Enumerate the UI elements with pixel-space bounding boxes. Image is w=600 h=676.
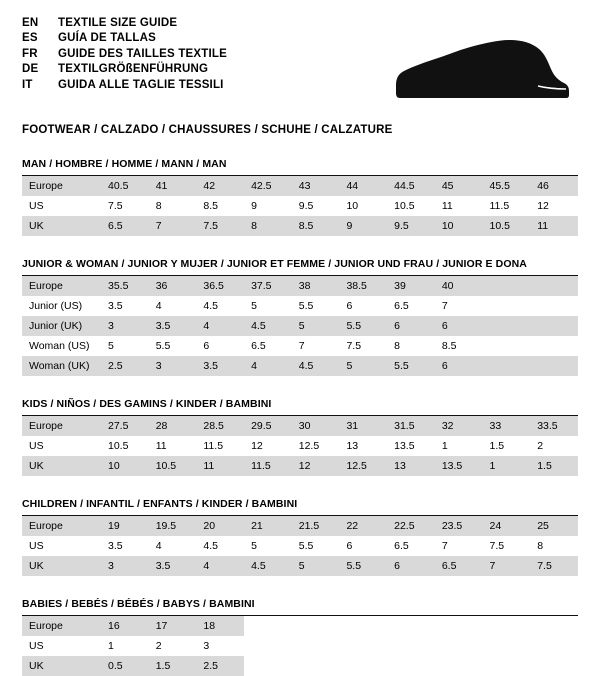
empty-cell xyxy=(244,636,292,656)
size-cell: 38 xyxy=(292,276,340,296)
size-cell: 12 xyxy=(251,439,263,452)
size-table xyxy=(22,276,578,376)
size-cell: 6 xyxy=(346,539,353,552)
size-cell: 38.5 xyxy=(339,276,387,296)
size-cell: 28.5 xyxy=(196,416,244,436)
empty-cell xyxy=(483,316,531,336)
size-table xyxy=(22,516,578,576)
size-cell: 5 xyxy=(292,556,340,576)
size-table xyxy=(22,616,578,676)
language-code: EN xyxy=(22,17,39,29)
size-cell: 18 xyxy=(196,616,244,636)
size-table xyxy=(22,176,578,236)
size-cell: 4.5 xyxy=(203,539,218,552)
size-cell: 10.5 xyxy=(108,439,129,452)
size-cell: 7.5 xyxy=(346,339,362,352)
row-label: Woman (US) xyxy=(29,339,90,352)
empty-cell xyxy=(292,636,340,656)
empty-cell xyxy=(483,636,531,656)
size-group-label: KIDS / NIÑOS / DES GAMINS / KINDER / BAMBINI xyxy=(22,398,578,416)
language-code: IT xyxy=(22,78,33,91)
size-cell: 13 xyxy=(346,439,359,452)
size-cell: 8.5 xyxy=(203,199,218,212)
size-cell: 7 xyxy=(441,539,448,552)
size-cell: 3.5 xyxy=(108,539,123,552)
size-cell: 2.5 xyxy=(101,356,149,376)
row-label: Woman (UK) xyxy=(22,356,101,376)
size-cell: 7.5 xyxy=(196,216,244,236)
table-row xyxy=(22,556,578,576)
table-row xyxy=(22,336,578,356)
table-row xyxy=(22,636,578,656)
size-cell: 11 xyxy=(155,439,167,452)
size-group xyxy=(22,398,578,476)
size-cell: 5 xyxy=(292,316,340,336)
size-cell: 16 xyxy=(101,616,149,636)
size-cell: 1 xyxy=(483,456,531,476)
size-cell: 35.5 xyxy=(101,276,149,296)
size-cell: 19 xyxy=(101,516,149,536)
row-label: UK xyxy=(22,456,101,476)
row-label: Europe xyxy=(22,516,101,536)
size-cell: 22.5 xyxy=(387,516,435,536)
size-cell: 31.5 xyxy=(387,416,435,436)
empty-cell xyxy=(530,636,578,656)
size-cell: 21.5 xyxy=(292,516,340,536)
size-cell: 7 xyxy=(298,339,305,352)
table-row xyxy=(22,216,578,236)
empty-cell xyxy=(530,296,578,316)
empty-cell xyxy=(292,616,340,636)
size-cell: 6.5 xyxy=(101,216,149,236)
language-row xyxy=(22,47,227,62)
size-group xyxy=(22,258,578,376)
empty-cell xyxy=(387,636,435,656)
size-cell: 3 xyxy=(203,639,210,652)
size-cell: 11.5 xyxy=(203,439,224,452)
size-cell: 29.5 xyxy=(244,416,292,436)
table-row xyxy=(22,656,578,676)
size-cell: 13.5 xyxy=(394,439,415,452)
size-cell: 1 xyxy=(441,439,448,452)
size-cell: 6 xyxy=(387,316,435,336)
size-group xyxy=(22,598,578,676)
row-label: US xyxy=(29,439,44,452)
row-label: Junior (UK) xyxy=(22,316,101,336)
size-cell: 27.5 xyxy=(101,416,149,436)
size-cell: 7.5 xyxy=(108,199,123,212)
empty-cell xyxy=(530,656,578,676)
empty-cell xyxy=(530,336,578,356)
table-row xyxy=(22,436,578,456)
empty-cell xyxy=(435,656,483,676)
size-cell: 0.5 xyxy=(101,656,149,676)
size-cell: 7 xyxy=(441,299,448,312)
size-cell: 8.5 xyxy=(292,216,340,236)
empty-cell xyxy=(244,656,292,676)
size-cell: 4.5 xyxy=(244,316,292,336)
table-row xyxy=(22,516,578,536)
size-cell: 10.5 xyxy=(483,216,531,236)
size-cell: 46 xyxy=(530,176,578,196)
size-cell: 19.5 xyxy=(149,516,197,536)
size-cell: 5.5 xyxy=(298,539,314,552)
size-cell: 25 xyxy=(530,516,578,536)
language-code: DE xyxy=(22,63,39,76)
row-label: Europe xyxy=(22,276,101,296)
language-title: GUIDA ALLE TAGLIE TESSILI xyxy=(58,78,224,91)
language-row xyxy=(22,62,227,77)
size-cell: 4.5 xyxy=(203,299,218,312)
language-title-list xyxy=(22,16,227,93)
row-label: UK xyxy=(22,556,101,576)
size-cell: 3.5 xyxy=(196,356,244,376)
size-cell: 5.5 xyxy=(298,299,314,312)
size-cell: 12.5 xyxy=(298,439,320,452)
size-cell: 31 xyxy=(339,416,387,436)
empty-cell xyxy=(339,656,387,676)
size-cell: 3.5 xyxy=(108,299,123,312)
row-label: Europe xyxy=(22,616,101,636)
size-cell: 6 xyxy=(387,556,435,576)
size-cell: 30 xyxy=(292,416,340,436)
empty-cell xyxy=(483,656,531,676)
size-cell: 5.5 xyxy=(387,356,435,376)
row-label: US xyxy=(29,199,44,212)
size-cell: 5 xyxy=(339,356,387,376)
size-cell: 4 xyxy=(196,556,244,576)
size-cell: 5 xyxy=(251,539,257,552)
size-cell: 43 xyxy=(292,176,340,196)
size-cell: 9 xyxy=(251,199,257,212)
size-cell: 11.5 xyxy=(244,456,292,476)
empty-cell xyxy=(530,616,578,636)
row-label: US xyxy=(29,539,44,552)
size-cell: 39 xyxy=(387,276,435,296)
size-group-label: BABIES / BEBÉS / BÉBÉS / BABYS / BAMBINI xyxy=(22,598,578,616)
size-cell: 17 xyxy=(149,616,197,636)
size-cell: 4.5 xyxy=(292,356,340,376)
size-cell: 3 xyxy=(149,356,197,376)
size-cell: 10.5 xyxy=(394,199,415,212)
size-cell: 4 xyxy=(244,356,292,376)
size-cell: 28 xyxy=(149,416,197,436)
size-table xyxy=(22,416,578,476)
language-code: FR xyxy=(22,47,38,60)
table-row xyxy=(22,536,578,556)
empty-cell xyxy=(339,616,387,636)
size-cell: 41 xyxy=(149,176,197,196)
page-title: FOOTWEAR / CALZADO / CHAUSSURES / SCHUHE / CALZATURE xyxy=(22,124,393,136)
empty-cell xyxy=(483,616,531,636)
empty-cell xyxy=(339,636,387,656)
size-cell: 12 xyxy=(292,456,340,476)
size-cell: 8 xyxy=(155,199,162,212)
size-cell: 5.5 xyxy=(155,339,171,352)
row-label: Europe xyxy=(22,176,101,196)
empty-cell xyxy=(387,656,435,676)
empty-cell xyxy=(435,616,483,636)
size-cell: 7.5 xyxy=(489,539,505,552)
size-cell: 32 xyxy=(435,416,483,436)
size-cell: 9.5 xyxy=(298,199,314,212)
empty-cell xyxy=(292,656,340,676)
size-cell: 42.5 xyxy=(244,176,292,196)
size-cell: 6 xyxy=(203,339,210,352)
size-cell: 45.5 xyxy=(483,176,531,196)
size-cell: 4 xyxy=(155,539,162,552)
empty-cell xyxy=(387,616,435,636)
size-cell: 7 xyxy=(149,216,197,236)
size-cell: 12 xyxy=(537,199,549,212)
size-cell: 11 xyxy=(196,456,244,476)
size-cell: 9 xyxy=(339,216,387,236)
row-label: Junior (US) xyxy=(29,299,83,312)
table-row xyxy=(22,316,578,336)
table-row xyxy=(22,456,578,476)
row-label: UK xyxy=(22,216,101,236)
size-cell: 42 xyxy=(196,176,244,196)
size-cell: 8 xyxy=(244,216,292,236)
size-cell: 24 xyxy=(483,516,531,536)
size-group xyxy=(22,158,578,236)
table-row xyxy=(22,616,578,636)
size-cell: 10 xyxy=(346,199,359,212)
size-cell: 6 xyxy=(435,316,483,336)
size-cell: 2 xyxy=(155,639,162,652)
size-cell: 33.5 xyxy=(530,416,578,436)
table-row xyxy=(22,416,578,436)
table-row xyxy=(22,196,578,216)
size-cell: 44 xyxy=(339,176,387,196)
empty-cell xyxy=(530,316,578,336)
empty-cell xyxy=(483,276,531,296)
size-group xyxy=(22,498,578,576)
size-cell: 5 xyxy=(251,299,257,312)
size-cell: 1.5 xyxy=(530,456,578,476)
empty-cell xyxy=(483,336,531,356)
language-title: TEXTILGRÖßENFÜHRUNG xyxy=(58,63,209,76)
empty-cell xyxy=(483,296,531,316)
size-cell: 2 xyxy=(537,439,544,452)
size-cell: 6 xyxy=(346,299,353,312)
size-cell: 20 xyxy=(196,516,244,536)
size-cell: 4 xyxy=(196,316,244,336)
empty-cell xyxy=(530,276,578,296)
size-cell: 40.5 xyxy=(101,176,149,196)
size-cell: 33 xyxy=(483,416,531,436)
language-row xyxy=(22,16,227,31)
size-cell: 8 xyxy=(394,339,400,352)
empty-cell xyxy=(435,636,483,656)
table-row xyxy=(22,176,578,196)
size-cell: 6.5 xyxy=(394,539,409,552)
row-label: Europe xyxy=(22,416,101,436)
language-title: GUIDE DES TAILLES TEXTILE xyxy=(58,47,227,60)
size-cell: 36 xyxy=(149,276,197,296)
empty-cell xyxy=(483,356,531,376)
table-row xyxy=(22,276,578,296)
row-label: UK xyxy=(22,656,101,676)
size-cell: 3 xyxy=(101,556,149,576)
size-cell: 37.5 xyxy=(244,276,292,296)
size-cell: 7 xyxy=(483,556,531,576)
size-cell: 5.5 xyxy=(339,316,387,336)
row-label: US xyxy=(29,639,44,652)
size-cell: 23.5 xyxy=(435,516,483,536)
size-cell: 7.5 xyxy=(530,556,578,576)
size-cell: 3.5 xyxy=(149,316,197,336)
size-cell: 6.5 xyxy=(251,339,266,352)
size-cell: 11.5 xyxy=(489,199,510,212)
size-cell: 6 xyxy=(435,356,483,376)
size-cell: 11 xyxy=(441,199,453,212)
size-cell: 10.5 xyxy=(149,456,197,476)
size-cell: 13 xyxy=(387,456,435,476)
size-cell: 6.5 xyxy=(435,556,483,576)
size-cell: 10 xyxy=(435,216,483,236)
language-row xyxy=(22,31,227,46)
size-cell: 8 xyxy=(537,539,544,552)
size-cell: 13.5 xyxy=(435,456,483,476)
size-cell: 22 xyxy=(339,516,387,536)
size-cell: 9.5 xyxy=(387,216,435,236)
size-group-label: JUNIOR & WOMAN / JUNIOR Y MUJER / JUNIOR ET FEMME / JUNIOR UND FRAU / JUNIOR E DONA xyxy=(22,258,578,276)
size-group-label: CHILDREN / INFANTIL / ENFANTS / KINDER / BAMBINI xyxy=(22,498,578,516)
empty-cell xyxy=(244,616,292,636)
size-cell: 45 xyxy=(435,176,483,196)
size-cell: 40 xyxy=(435,276,483,296)
size-cell: 11 xyxy=(530,216,578,236)
size-cell: 3.5 xyxy=(149,556,197,576)
size-cell: 3 xyxy=(101,316,149,336)
table-row xyxy=(22,356,578,376)
language-title: GUÍA DE TALLAS xyxy=(58,32,156,45)
empty-cell xyxy=(530,356,578,376)
language-code: ES xyxy=(22,32,38,45)
size-cell: 1 xyxy=(108,639,114,652)
size-cell: 44.5 xyxy=(387,176,435,196)
size-cell: 6.5 xyxy=(394,299,409,312)
dress-shoe-icon xyxy=(388,38,570,102)
size-cell: 12.5 xyxy=(339,456,387,476)
size-cell: 1.5 xyxy=(149,656,197,676)
size-cell: 5.5 xyxy=(339,556,387,576)
size-cell: 21 xyxy=(244,516,292,536)
size-cell: 5 xyxy=(108,339,114,352)
size-cell: 36.5 xyxy=(196,276,244,296)
language-title: TEXTILE SIZE GUIDE xyxy=(58,17,178,29)
size-group-label: MAN / HOMBRE / HOMME / MANN / MAN xyxy=(22,158,578,176)
table-row xyxy=(22,296,578,316)
size-cell: 4.5 xyxy=(244,556,292,576)
page-header xyxy=(22,16,578,104)
size-cell: 4 xyxy=(155,299,162,312)
size-cell: 1.5 xyxy=(489,439,505,452)
size-cell: 10 xyxy=(101,456,149,476)
size-tables xyxy=(22,158,578,676)
size-cell: 8.5 xyxy=(441,339,457,352)
language-row xyxy=(22,78,227,93)
size-cell: 2.5 xyxy=(196,656,244,676)
